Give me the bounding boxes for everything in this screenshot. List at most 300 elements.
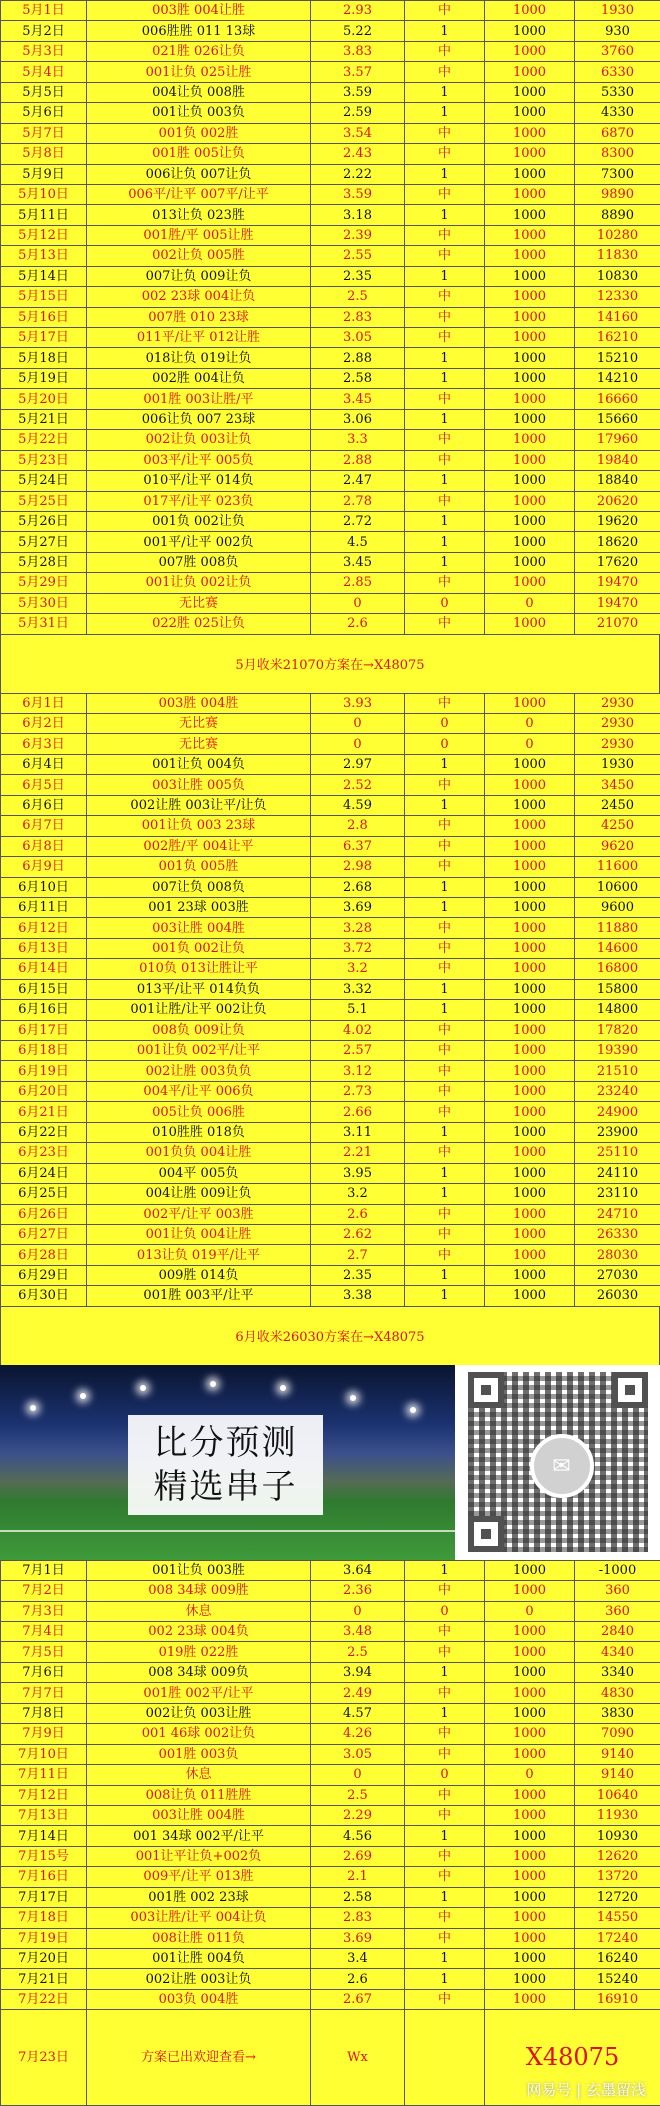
picks-cell: 休息 bbox=[87, 1765, 311, 1785]
picks-cell: 010负 013让胜让平 bbox=[87, 959, 311, 979]
result-cell: 中 bbox=[405, 1724, 485, 1744]
result-cell: 中 bbox=[405, 938, 485, 958]
odds-cell: 2.47 bbox=[311, 471, 405, 491]
picks-cell: 001负 002让负 bbox=[87, 938, 311, 958]
picks-cell: 018让负 019让负 bbox=[87, 348, 311, 368]
balance-cell: 16210 bbox=[575, 328, 660, 348]
balance-cell: 23110 bbox=[575, 1184, 660, 1204]
odds-cell: 3.69 bbox=[311, 1928, 405, 1948]
stake-cell: 1000 bbox=[485, 857, 575, 877]
date-cell: 6月4日 bbox=[1, 754, 87, 774]
date-cell: 7月2日 bbox=[1, 1581, 87, 1601]
balance-cell: 12720 bbox=[575, 1887, 660, 1907]
picks-cell: 002让负 005胜 bbox=[87, 246, 311, 266]
stake-cell: 1000 bbox=[485, 246, 575, 266]
result-cell: 中 bbox=[405, 1785, 485, 1805]
odds-cell: 4.56 bbox=[311, 1826, 405, 1846]
stake-cell: 1000 bbox=[485, 836, 575, 856]
odds-cell: 2.88 bbox=[311, 348, 405, 368]
balance-cell: 19620 bbox=[575, 511, 660, 531]
result-cell: 0 bbox=[405, 593, 485, 613]
result-cell: 0 bbox=[405, 1601, 485, 1621]
stake-cell: 1000 bbox=[485, 1245, 575, 1265]
odds-cell: 2.98 bbox=[311, 857, 405, 877]
picks-cell: 001胜 003让胜/平 bbox=[87, 389, 311, 409]
picks-cell: 002 23球 004让负 bbox=[87, 287, 311, 307]
date-cell: 6月29日 bbox=[1, 1265, 87, 1285]
result-cell: 中 bbox=[405, 1081, 485, 1101]
stake-cell: 1000 bbox=[485, 1163, 575, 1183]
odds-cell: 2.5 bbox=[311, 1642, 405, 1662]
balance-cell: 21510 bbox=[575, 1061, 660, 1081]
table-row bbox=[1, 1724, 660, 1744]
table-row bbox=[1, 1224, 660, 1244]
result-cell: 中 bbox=[405, 389, 485, 409]
odds-cell: 3.18 bbox=[311, 205, 405, 225]
balance-cell: 4340 bbox=[575, 1642, 660, 1662]
result-cell: 1 bbox=[405, 1949, 485, 1969]
stake-cell: 1000 bbox=[485, 1286, 575, 1306]
date-cell: 7月7日 bbox=[1, 1683, 87, 1703]
date-cell: 5月14日 bbox=[1, 266, 87, 286]
wechat-icon: ✉ bbox=[530, 1434, 594, 1498]
picks-cell: 001让胜/让平 002让负 bbox=[87, 1000, 311, 1020]
balance-cell: 17240 bbox=[575, 1928, 660, 1948]
final-code: X48075 bbox=[485, 2010, 660, 2106]
odds-cell: 3.45 bbox=[311, 389, 405, 409]
result-cell: 中 bbox=[405, 225, 485, 245]
picks-cell: 007让负 009让负 bbox=[87, 266, 311, 286]
stake-cell: 0 bbox=[485, 714, 575, 734]
stake-cell: 1000 bbox=[485, 1908, 575, 1928]
stake-cell: 1000 bbox=[485, 82, 575, 102]
odds-cell: 2.22 bbox=[311, 164, 405, 184]
date-cell: 6月11日 bbox=[1, 897, 87, 917]
picks-cell: 001胜 002 23球 bbox=[87, 1887, 311, 1907]
date-cell: 5月1日 bbox=[1, 1, 87, 21]
date-cell: 5月27日 bbox=[1, 532, 87, 552]
picks-cell: 013让负 019平/让平 bbox=[87, 1245, 311, 1265]
table-row bbox=[1, 1887, 660, 1907]
stake-cell: 1000 bbox=[485, 164, 575, 184]
date-cell: 6月30日 bbox=[1, 1286, 87, 1306]
balance-cell: 10280 bbox=[575, 225, 660, 245]
odds-cell: 2.21 bbox=[311, 1143, 405, 1163]
table-row bbox=[1, 1867, 660, 1887]
balance-cell: 23900 bbox=[575, 1122, 660, 1142]
result-cell: 1 bbox=[405, 471, 485, 491]
odds-cell: 2.62 bbox=[311, 1224, 405, 1244]
stake-cell: 1000 bbox=[485, 1928, 575, 1948]
balance-cell: 9620 bbox=[575, 836, 660, 856]
result-cell: 中 bbox=[405, 287, 485, 307]
result-cell: 0 bbox=[405, 734, 485, 754]
picks-cell: 009平/让平 013胜 bbox=[87, 1867, 311, 1887]
stake-cell: 0 bbox=[485, 1765, 575, 1785]
odds-cell: 2.8 bbox=[311, 816, 405, 836]
picks-cell: 001负负 004让胜 bbox=[87, 1143, 311, 1163]
odds-cell: 2.6 bbox=[311, 1204, 405, 1224]
table-row bbox=[1, 918, 660, 938]
final-date: 7月23日 bbox=[1, 2010, 87, 2106]
picks-cell: 017平/让平 023负 bbox=[87, 491, 311, 511]
date-cell: 5月21日 bbox=[1, 409, 87, 429]
odds-cell: 3.32 bbox=[311, 979, 405, 999]
result-cell: 中 bbox=[405, 1928, 485, 1948]
table-row bbox=[1, 897, 660, 917]
balance-cell: 16660 bbox=[575, 389, 660, 409]
result-cell: 中 bbox=[405, 1, 485, 21]
date-cell: 7月16日 bbox=[1, 1867, 87, 1887]
balance-cell: 11930 bbox=[575, 1805, 660, 1825]
picks-cell: 004让负 008胜 bbox=[87, 82, 311, 102]
date-cell: 7月22日 bbox=[1, 1989, 87, 2009]
result-cell: 1 bbox=[405, 205, 485, 225]
balance-cell: 15660 bbox=[575, 409, 660, 429]
picks-cell: 002让负 003让胜 bbox=[87, 1703, 311, 1723]
odds-cell: 3.57 bbox=[311, 62, 405, 82]
date-cell: 6月9日 bbox=[1, 857, 87, 877]
balance-cell: -1000 bbox=[575, 1560, 660, 1580]
balance-cell: 16910 bbox=[575, 1989, 660, 2009]
odds-cell: 0 bbox=[311, 1765, 405, 1785]
promo-banner bbox=[0, 1365, 660, 1560]
result-cell: 1 bbox=[405, 1163, 485, 1183]
balance-cell: 19840 bbox=[575, 450, 660, 470]
table-row bbox=[1, 795, 660, 815]
table-row bbox=[1, 1000, 660, 1020]
date-cell: 6月13日 bbox=[1, 938, 87, 958]
june-table bbox=[0, 693, 660, 1307]
july-table bbox=[0, 1560, 660, 2106]
picks-cell: 休息 bbox=[87, 1601, 311, 1621]
stake-cell: 1000 bbox=[485, 877, 575, 897]
balance-cell: 11600 bbox=[575, 857, 660, 877]
result-cell: 1 bbox=[405, 1122, 485, 1142]
stake-cell: 1000 bbox=[485, 491, 575, 511]
stake-cell: 1000 bbox=[485, 184, 575, 204]
picks-cell: 001让负 004让胜 bbox=[87, 1224, 311, 1244]
banner-line-2: 精选串子 bbox=[154, 1465, 298, 1509]
balance-cell: 11830 bbox=[575, 246, 660, 266]
balance-cell: 13720 bbox=[575, 1867, 660, 1887]
stake-cell: 1000 bbox=[485, 144, 575, 164]
table-row bbox=[1, 1989, 660, 2009]
balance-cell: 3450 bbox=[575, 775, 660, 795]
picks-cell: 021胜 026让负 bbox=[87, 41, 311, 61]
date-cell: 5月13日 bbox=[1, 246, 87, 266]
stake-cell: 1000 bbox=[485, 450, 575, 470]
odds-cell: 3.2 bbox=[311, 1184, 405, 1204]
stake-cell: 1000 bbox=[485, 21, 575, 41]
table-row bbox=[1, 184, 660, 204]
stake-cell: 1000 bbox=[485, 614, 575, 634]
table-row bbox=[1, 1601, 660, 1621]
table-row bbox=[1, 266, 660, 286]
date-cell: 6月5日 bbox=[1, 775, 87, 795]
table-row bbox=[1, 1642, 660, 1662]
picks-cell: 002让胜 003负负 bbox=[87, 1061, 311, 1081]
odds-cell: 2.5 bbox=[311, 287, 405, 307]
table-row bbox=[1, 1204, 660, 1224]
balance-cell: 19470 bbox=[575, 573, 660, 593]
balance-cell: 7090 bbox=[575, 1724, 660, 1744]
result-cell: 中 bbox=[405, 1989, 485, 2009]
result-cell: 中 bbox=[405, 1622, 485, 1642]
result-cell: 中 bbox=[405, 959, 485, 979]
picks-cell: 007让负 008负 bbox=[87, 877, 311, 897]
date-cell: 5月6日 bbox=[1, 103, 87, 123]
picks-cell: 007胜 010 23球 bbox=[87, 307, 311, 327]
table-row bbox=[1, 979, 660, 999]
stake-cell: 1000 bbox=[485, 511, 575, 531]
picks-cell: 001胜 005让负 bbox=[87, 144, 311, 164]
odds-cell: 2.88 bbox=[311, 450, 405, 470]
stake-cell: 1000 bbox=[485, 1, 575, 21]
table-row bbox=[1, 1581, 660, 1601]
table-row bbox=[1, 754, 660, 774]
picks-cell: 001让负 003胜 bbox=[87, 1560, 311, 1580]
table-row bbox=[1, 573, 660, 593]
result-cell: 中 bbox=[405, 1204, 485, 1224]
date-cell: 6月2日 bbox=[1, 714, 87, 734]
picks-cell: 001让负 002平/让平 bbox=[87, 1041, 311, 1061]
stake-cell: 1000 bbox=[485, 1122, 575, 1142]
balance-cell: 10640 bbox=[575, 1785, 660, 1805]
date-cell: 7月1日 bbox=[1, 1560, 87, 1580]
odds-cell: 2.55 bbox=[311, 246, 405, 266]
result-cell: 中 bbox=[405, 1061, 485, 1081]
stake-cell: 1000 bbox=[485, 979, 575, 999]
date-cell: 7月18日 bbox=[1, 1908, 87, 1928]
picks-cell: 003让胜 005负 bbox=[87, 775, 311, 795]
odds-cell: 3.38 bbox=[311, 1286, 405, 1306]
result-cell: 中 bbox=[405, 1805, 485, 1825]
result-cell: 中 bbox=[405, 430, 485, 450]
result-cell: 中 bbox=[405, 144, 485, 164]
result-cell: 中 bbox=[405, 62, 485, 82]
result-cell: 1 bbox=[405, 1000, 485, 1020]
date-cell: 7月15号 bbox=[1, 1846, 87, 1866]
balance-cell: 10830 bbox=[575, 266, 660, 286]
result-cell: 1 bbox=[405, 1265, 485, 1285]
result-cell: 中 bbox=[405, 328, 485, 348]
date-cell: 7月20日 bbox=[1, 1949, 87, 1969]
balance-cell: 23240 bbox=[575, 1081, 660, 1101]
picks-cell: 001胜 003负 bbox=[87, 1744, 311, 1764]
result-cell: 中 bbox=[405, 1683, 485, 1703]
table-row bbox=[1, 328, 660, 348]
picks-cell: 004平 005负 bbox=[87, 1163, 311, 1183]
stake-cell: 1000 bbox=[485, 1560, 575, 1580]
table-row bbox=[1, 41, 660, 61]
picks-cell: 008负 009让负 bbox=[87, 1020, 311, 1040]
odds-cell: 2.52 bbox=[311, 775, 405, 795]
stake-cell: 1000 bbox=[485, 205, 575, 225]
stadium-image bbox=[0, 1365, 455, 1560]
balance-cell: 14210 bbox=[575, 368, 660, 388]
stake-cell: 1000 bbox=[485, 1265, 575, 1285]
table-row bbox=[1, 877, 660, 897]
result-cell: 1 bbox=[405, 409, 485, 429]
stake-cell: 1000 bbox=[485, 1041, 575, 1061]
stake-cell: 1000 bbox=[485, 389, 575, 409]
date-cell: 5月9日 bbox=[1, 164, 87, 184]
date-cell: 5月24日 bbox=[1, 471, 87, 491]
odds-cell: 3.48 bbox=[311, 1622, 405, 1642]
result-cell: 1 bbox=[405, 348, 485, 368]
table-row bbox=[1, 959, 660, 979]
stake-cell: 1000 bbox=[485, 307, 575, 327]
balance-cell: 18840 bbox=[575, 471, 660, 491]
picks-cell: 006胜胜 011 13球 bbox=[87, 21, 311, 41]
picks-cell: 013让负 023胜 bbox=[87, 205, 311, 225]
table-row bbox=[1, 1949, 660, 1969]
date-cell: 5月23日 bbox=[1, 450, 87, 470]
picks-cell: 001平/让平 002负 bbox=[87, 532, 311, 552]
table-row bbox=[1, 1061, 660, 1081]
table-row bbox=[1, 734, 660, 754]
banner-line-1: 比分预测 bbox=[154, 1421, 298, 1465]
picks-cell: 006平/让平 007平/让平 bbox=[87, 184, 311, 204]
balance-cell: 16800 bbox=[575, 959, 660, 979]
odds-cell: 2.72 bbox=[311, 511, 405, 531]
date-cell: 6月12日 bbox=[1, 918, 87, 938]
balance-cell: 2930 bbox=[575, 693, 660, 713]
date-cell: 6月27日 bbox=[1, 1224, 87, 1244]
result-cell: 中 bbox=[405, 123, 485, 143]
balance-cell: 20620 bbox=[575, 491, 660, 511]
odds-cell: 2.5 bbox=[311, 1785, 405, 1805]
picks-cell: 002让胜 003让平/让负 bbox=[87, 795, 311, 815]
odds-cell: 3.59 bbox=[311, 82, 405, 102]
date-cell: 6月20日 bbox=[1, 1081, 87, 1101]
result-cell: 中 bbox=[405, 1041, 485, 1061]
date-cell: 7月21日 bbox=[1, 1969, 87, 1989]
result-cell: 0 bbox=[405, 1765, 485, 1785]
picks-cell: 003平/让平 005负 bbox=[87, 450, 311, 470]
result-cell: 中 bbox=[405, 918, 485, 938]
result-cell: 中 bbox=[405, 614, 485, 634]
date-cell: 5月30日 bbox=[1, 593, 87, 613]
table-row bbox=[1, 1662, 660, 1682]
odds-cell: 2.59 bbox=[311, 103, 405, 123]
stake-cell: 1000 bbox=[485, 62, 575, 82]
odds-cell: 3.28 bbox=[311, 918, 405, 938]
table-row bbox=[1, 246, 660, 266]
date-cell: 5月25日 bbox=[1, 491, 87, 511]
odds-cell: 0 bbox=[311, 734, 405, 754]
result-cell: 1 bbox=[405, 511, 485, 531]
table-row bbox=[1, 1683, 660, 1703]
odds-cell: 3.69 bbox=[311, 897, 405, 917]
date-cell: 5月11日 bbox=[1, 205, 87, 225]
odds-cell: 3.95 bbox=[311, 1163, 405, 1183]
balance-cell: 10930 bbox=[575, 1826, 660, 1846]
balance-cell: 14800 bbox=[575, 1000, 660, 1020]
odds-cell: 3.12 bbox=[311, 1061, 405, 1081]
stake-cell: 1000 bbox=[485, 897, 575, 917]
final-note: 方案已出欢迎查看→ bbox=[87, 2010, 311, 2106]
result-cell: 1 bbox=[405, 1826, 485, 1846]
odds-cell: 2.43 bbox=[311, 144, 405, 164]
date-cell: 5月4日 bbox=[1, 62, 87, 82]
balance-cell: 6330 bbox=[575, 62, 660, 82]
balance-cell: 9890 bbox=[575, 184, 660, 204]
picks-cell: 005让负 006胜 bbox=[87, 1102, 311, 1122]
stake-cell: 1000 bbox=[485, 918, 575, 938]
picks-cell: 001让负 025让胜 bbox=[87, 62, 311, 82]
table-row bbox=[1, 693, 660, 713]
result-cell: 1 bbox=[405, 82, 485, 102]
balance-cell: 9140 bbox=[575, 1744, 660, 1764]
picks-cell: 002胜/平 004让平 bbox=[87, 836, 311, 856]
picks-cell: 006让负 007 23球 bbox=[87, 409, 311, 429]
stake-cell: 1000 bbox=[485, 573, 575, 593]
date-cell: 7月9日 bbox=[1, 1724, 87, 1744]
stake-cell: 1000 bbox=[485, 1846, 575, 1866]
banner-text-box bbox=[128, 1415, 323, 1515]
table-row bbox=[1, 1826, 660, 1846]
odds-cell: 2.6 bbox=[311, 1969, 405, 1989]
date-cell: 7月3日 bbox=[1, 1601, 87, 1621]
picks-cell: 001 23球 003胜 bbox=[87, 897, 311, 917]
picks-cell: 001负 005胜 bbox=[87, 857, 311, 877]
balance-cell: 930 bbox=[575, 21, 660, 41]
balance-cell: 1930 bbox=[575, 1, 660, 21]
result-cell: 中 bbox=[405, 1846, 485, 1866]
stake-cell: 1000 bbox=[485, 266, 575, 286]
table-row bbox=[1, 205, 660, 225]
stake-cell: 1000 bbox=[485, 1184, 575, 1204]
balance-cell: 8300 bbox=[575, 144, 660, 164]
odds-cell: 2.66 bbox=[311, 1102, 405, 1122]
balance-cell: 12330 bbox=[575, 287, 660, 307]
balance-cell: 19470 bbox=[575, 593, 660, 613]
result-cell: 中 bbox=[405, 1020, 485, 1040]
result-cell: 1 bbox=[405, 21, 485, 41]
result-cell: 1 bbox=[405, 103, 485, 123]
balance-cell: 2930 bbox=[575, 714, 660, 734]
odds-cell: 2.85 bbox=[311, 573, 405, 593]
picks-cell: 006让负 007让负 bbox=[87, 164, 311, 184]
balance-cell: 24710 bbox=[575, 1204, 660, 1224]
table-row bbox=[1, 1969, 660, 1989]
odds-cell: 3.3 bbox=[311, 430, 405, 450]
picks-cell: 001让负 003负 bbox=[87, 103, 311, 123]
result-cell: 中 bbox=[405, 184, 485, 204]
stake-cell: 1000 bbox=[485, 1662, 575, 1682]
table-row bbox=[1, 1703, 660, 1723]
stake-cell: 1000 bbox=[485, 1224, 575, 1244]
stake-cell: 1000 bbox=[485, 348, 575, 368]
date-cell: 7月11日 bbox=[1, 1765, 87, 1785]
table-row bbox=[1, 1785, 660, 1805]
stake-cell: 1000 bbox=[485, 1826, 575, 1846]
odds-cell: 2.49 bbox=[311, 1683, 405, 1703]
result-cell: 中 bbox=[405, 857, 485, 877]
balance-cell: 360 bbox=[575, 1581, 660, 1601]
table-row bbox=[1, 1, 660, 21]
stake-cell: 1000 bbox=[485, 1683, 575, 1703]
balance-cell: 24900 bbox=[575, 1102, 660, 1122]
date-cell: 5月8日 bbox=[1, 144, 87, 164]
stake-cell: 1000 bbox=[485, 1061, 575, 1081]
date-cell: 5月7日 bbox=[1, 123, 87, 143]
may-summary: 5月收米21070方案在→X48075 bbox=[0, 635, 660, 693]
table-row bbox=[1, 816, 660, 836]
picks-cell: 无比赛 bbox=[87, 714, 311, 734]
